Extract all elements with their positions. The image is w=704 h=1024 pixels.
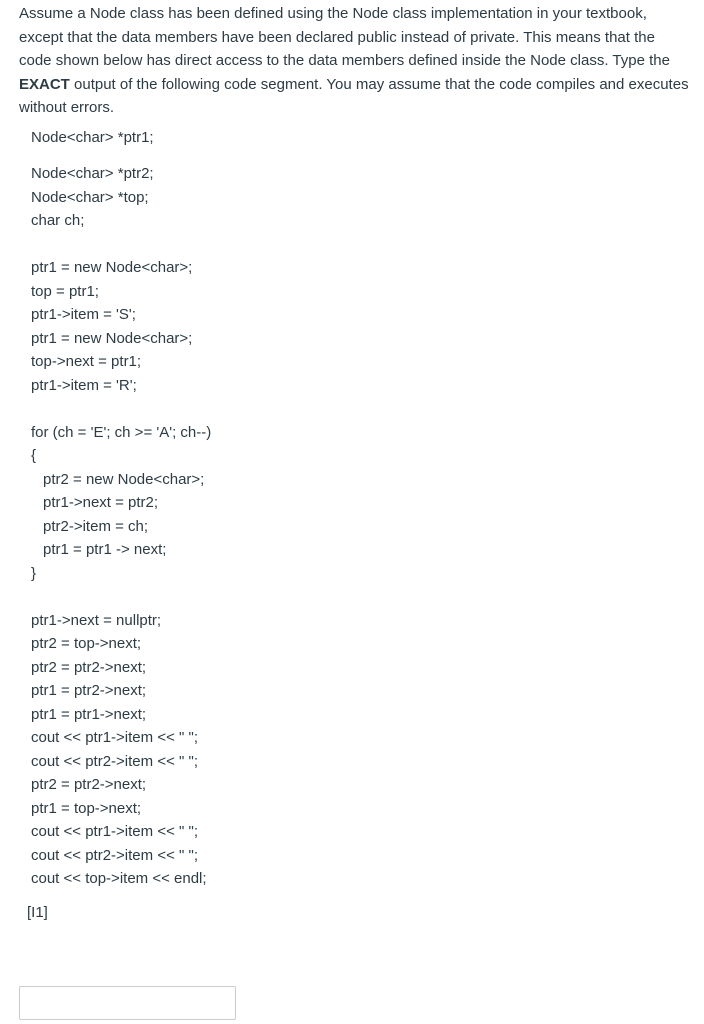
- code-line: ptr2 = new Node<char>;: [43, 471, 205, 488]
- code-line: top->next = ptr1;: [31, 353, 142, 370]
- code-line: cout << ptr2->item << " ";: [31, 753, 198, 770]
- code-line: ptr2->item = ch;: [43, 518, 149, 535]
- code-line: cout << ptr1->item << " ";: [31, 729, 198, 746]
- code-line: ptr2 = top->next;: [31, 635, 142, 652]
- code-line: top = ptr1;: [31, 283, 99, 300]
- code-line: ptr1 = ptr2->next;: [31, 682, 147, 699]
- code-line: ptr1 = new Node<char>;: [31, 259, 193, 276]
- code-line: ptr2 = ptr2->next;: [31, 776, 147, 793]
- code-line: ptr2 = ptr2->next;: [31, 659, 147, 676]
- code-line: Node<char> *ptr2;: [31, 165, 154, 182]
- code-line: for (ch = 'E'; ch >= 'A'; ch--): [31, 424, 212, 441]
- answer-input[interactable]: [19, 986, 236, 1020]
- code-line: ptr1 = top->next;: [31, 800, 142, 817]
- code-line: ptr1 = new Node<char>;: [31, 330, 193, 347]
- blank-label: [I1]: [27, 904, 48, 921]
- code-line: ptr1->item = 'S';: [31, 306, 136, 323]
- code-line: cout << ptr2->item << " ";: [31, 847, 198, 864]
- code-line: ptr1->item = 'R';: [31, 377, 137, 394]
- code-line: ptr1 = ptr1->next;: [31, 706, 147, 723]
- code-line: Node<char> *ptr1;: [31, 129, 154, 146]
- question-text: [19, 2, 689, 120]
- question-text-part1: Assume a Node class has been defined using the Node class implementation in your textbook, except that the data members have been declared public instead of private. This means that the code shown below has direct access to the data members defined inside the Node class. Type the: [19, 5, 670, 69]
- code-line: Node<char> *top;: [31, 189, 149, 206]
- code-line: cout << top->item << endl;: [31, 870, 207, 887]
- code-line: ptr1->next = nullptr;: [31, 612, 162, 629]
- code-line: ptr1->next = ptr2;: [43, 494, 159, 511]
- question-text-part2: output of the following code segment. You may assume that the code compiles and executes without errors.: [19, 75, 689, 116]
- exact-emphasis: EXACT: [19, 75, 70, 93]
- code-line: {: [31, 447, 37, 464]
- code-line: }: [31, 565, 37, 582]
- code-line: cout << ptr1->item << " ";: [31, 823, 198, 840]
- code-line: ptr1 = ptr1 -> next;: [43, 541, 167, 558]
- code-line: char ch;: [31, 212, 85, 229]
